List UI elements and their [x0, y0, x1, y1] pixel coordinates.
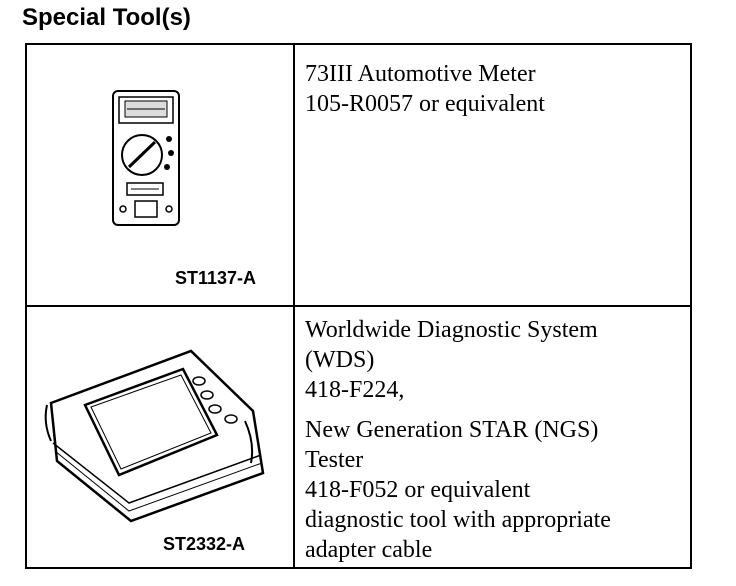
special-tools-table: [25, 43, 692, 569]
tool-description-line: Tester: [305, 447, 364, 473]
tool-description-line: 418-F224,: [305, 377, 405, 403]
tool-description-line: (WDS): [305, 347, 375, 373]
tool-description-line: 105-R0057 or equivalent: [305, 91, 545, 117]
page-title: Special Tool(s): [22, 4, 191, 31]
tool-image-label: ST1137-A: [175, 268, 257, 288]
tool-description-line: 73III Automotive Meter: [305, 61, 536, 87]
diagnostic-tester-icon: [41, 343, 271, 525]
tool-description: [305, 59, 545, 119]
multimeter-icon: [107, 87, 187, 232]
tool-description: [305, 315, 611, 565]
tool-description-line: 418-F052 or equivalent: [305, 477, 531, 503]
tool-description-line: adapter cable: [305, 537, 433, 563]
tool-description-line: diagnostic tool with appropriate: [305, 507, 611, 533]
tool-description-line: New Generation STAR (NGS): [305, 417, 599, 443]
row-divider: [27, 305, 690, 307]
tool-description-line: Worldwide Diagnostic System: [305, 317, 598, 343]
tool-image-label: ST2332-A: [163, 534, 246, 554]
